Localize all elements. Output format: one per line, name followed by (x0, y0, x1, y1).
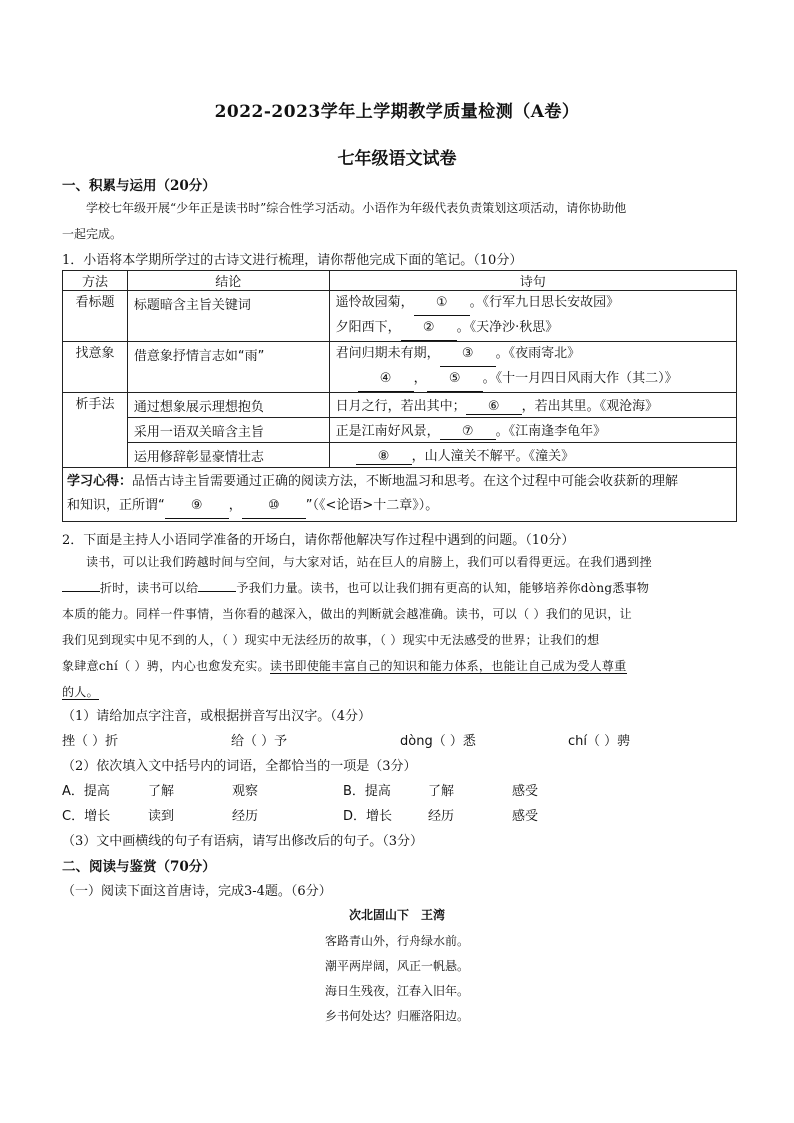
pinyin-item[interactable]: dòng（ ）悉 (400, 734, 476, 749)
verse-text: 夕阳西下， (335, 320, 401, 335)
table-header: 结论 (127, 271, 329, 291)
passage-line-3: 本质的能力。同样一件事情，当你看的越深入，做出的判断就会越准确。读书，可以（ ）我们的见识，让 (62, 607, 632, 621)
verse-source: 。《天净沙·秋思》 (456, 320, 559, 335)
poem-title: 次北固山下 王湾 (348, 908, 445, 922)
option-word: 读到 (148, 809, 175, 824)
passage-text: 象肆意chí（ ）骋，内心也愈发充实。 (62, 659, 270, 673)
blank-7[interactable]: ⑦ (440, 424, 496, 440)
poem-line: 客路青山外，行舟绿水前。 (324, 934, 469, 948)
verse-cell (329, 443, 736, 468)
table-header: 方法 (63, 271, 128, 291)
passage-line-5 (62, 654, 738, 680)
faulty-sentence: 读书即使能丰富自己的知识和能力体系，也能让自己成为受人尊重 (269, 659, 627, 673)
option-word: 了解 (428, 784, 455, 799)
option-word: 了解 (148, 784, 175, 799)
study-notes-text: ， (228, 498, 242, 513)
conclusion-cell: 借意象抒情言志如“雨” (127, 342, 329, 393)
verse-text: 遥怜故园菊， (335, 295, 414, 310)
verse-text: 日月之行，若出其中； (335, 399, 466, 414)
option-word: 感受 (512, 784, 539, 799)
verse-source: 。《夜雨寄北》 (495, 346, 581, 361)
method-cell: 析手法 (63, 393, 128, 468)
exam-title: 2022-2023学年上学期教学质量检测（A卷） (214, 102, 580, 122)
blank-1[interactable]: ① (414, 291, 470, 316)
conclusion-cell: 通过想象展示理想抱负 (127, 393, 329, 418)
passage-line-6 (62, 680, 738, 706)
verse-text: ， (413, 371, 427, 386)
pinyin-item[interactable]: 挫（ ）折 (62, 734, 119, 749)
blank-line[interactable] (198, 591, 236, 592)
section2-heading: 二、阅读与鉴赏（70分） (62, 859, 216, 875)
table-header: 诗句 (329, 271, 736, 291)
study-notes-text: 和知识，正所谓“ (67, 498, 165, 513)
blank-3[interactable]: ③ (440, 342, 496, 367)
blank-8[interactable]: ⑧ (356, 449, 412, 465)
option-word: 观察 (232, 784, 259, 799)
option-word: 感受 (512, 809, 539, 824)
poem-line: 海日生残夜，江春入旧年。 (324, 984, 469, 998)
pinyin-item[interactable]: chí（ ）骋 (568, 734, 631, 749)
verse-text: 正是江南好风景， (335, 424, 440, 439)
verse-cell (329, 393, 736, 418)
exam-subtitle: 七年级语文试卷 (337, 149, 457, 169)
poem-line: 潮平两岸阔，风正一帆悬。 (324, 959, 469, 973)
conclusion-cell: 采用一语双关暗含主旨 (127, 418, 329, 443)
verse-cell (329, 342, 736, 393)
option-label: D．增长 (343, 809, 393, 824)
blank-9[interactable]: ⑨ (165, 494, 229, 519)
verse-source: ，若出其里。《观沧海》 (521, 399, 659, 414)
study-notes-label: 学习心得： (67, 474, 133, 489)
intro-line-1: 学校七年级开展“少年正是读书时”综合性学习活动。小语作为年级代表负责策划这项活动，请你协助他 (86, 201, 627, 215)
verse-source: ，山人潼关不解平。《潼关》 (411, 449, 575, 464)
verse-source: 。《十一月四日风雨大作（其二）》 (482, 371, 678, 386)
table-header-row (63, 271, 737, 291)
section1-heading: 一、积累与运用（20分） (62, 178, 216, 194)
verse-cell (329, 291, 736, 342)
method-cell: 找意象 (63, 342, 128, 393)
conclusion-cell: 运用修辞彰显豪情壮志 (127, 443, 329, 468)
table-row (63, 418, 737, 443)
sub-question-2: （2）依次填入文中括号内的词语，全都恰当的一项是（3分） (62, 759, 417, 774)
table-row (63, 468, 737, 522)
passage-text: 予我们力量。读书，也可以让我们拥有更高的认知，能够培养你dòng悉事物 (236, 581, 650, 595)
study-notes-source: ”（《<论语>十二章》）。 (305, 498, 439, 513)
verse-source: 。《行军九日思长安故园》 (469, 295, 620, 310)
table-row (63, 443, 737, 468)
table-row (63, 291, 737, 342)
option-label: A．提高 (62, 784, 110, 799)
table-row (63, 393, 737, 418)
pinyin-item[interactable]: 给（ ）予 (231, 734, 288, 749)
option-label: C．增长 (62, 809, 111, 824)
question-1: 1．小语将本学期所学过的古诗文进行梳理，请你帮他完成下面的笔记。（10分） (62, 253, 523, 268)
intro-line-2: 一起完成。 (62, 227, 123, 241)
blank-2[interactable]: ② (401, 316, 457, 341)
option-word: 经历 (428, 809, 455, 824)
poem-line: 乡书何处达？归雁洛阳边。 (324, 1009, 469, 1023)
sub-question-1: （1）请给加点字注音，或根据拼音写出汉字。（4分） (62, 709, 372, 724)
verse-text: 君问归期未有期， (335, 346, 440, 361)
study-notes-cell (63, 468, 737, 522)
passage-line-2 (62, 576, 738, 602)
blank-10[interactable]: ⑩ (242, 494, 306, 519)
passage-line-1: 读书，可以让我们跨越时间与空间，与大家对话，站在巨人的肩膀上，我们可以看得更远。在我们遇到挫 (86, 555, 652, 569)
blank-line[interactable] (62, 591, 100, 592)
study-notes-text: 品悟古诗主旨需要通过正确的阅读方法，不断地温习和思考。在这个过程中可能会收获新的理解 (132, 474, 679, 489)
passage-text: 折时，读书可以给 (100, 581, 199, 595)
method-cell: 看标题 (63, 291, 128, 342)
table-row (63, 342, 737, 393)
reading-part-1: （一）阅读下面这首唐诗，完成3-4题。（6分） (62, 884, 332, 899)
blank-6[interactable]: ⑥ (466, 399, 522, 415)
blank-4[interactable]: ④ (358, 367, 414, 392)
option-word: 经历 (232, 809, 259, 824)
verse-source: 。《江南逢李龟年》 (495, 424, 607, 439)
passage-line-4: 我们见到现实中见不到的人，（ ）现实中无法经历的故事，（ ）现实中无法感受的世界；让我们的想 (62, 633, 600, 647)
option-label: B．提高 (343, 784, 391, 799)
sub-question-3: （3）文中画横线的句子有语病，请写出修改后的句子。（3分） (62, 834, 424, 849)
question-2: 2．下面是主持人小语同学准备的开场白，请你帮他解决写作过程中遇到的问题。（10分） (62, 533, 575, 548)
blank-5[interactable]: ⑤ (427, 367, 483, 392)
notes-table (62, 270, 737, 522)
conclusion-cell: 标题暗含主旨关键词 (127, 291, 329, 342)
verse-cell (329, 418, 736, 443)
faulty-sentence-end: 的人。 (62, 685, 99, 699)
